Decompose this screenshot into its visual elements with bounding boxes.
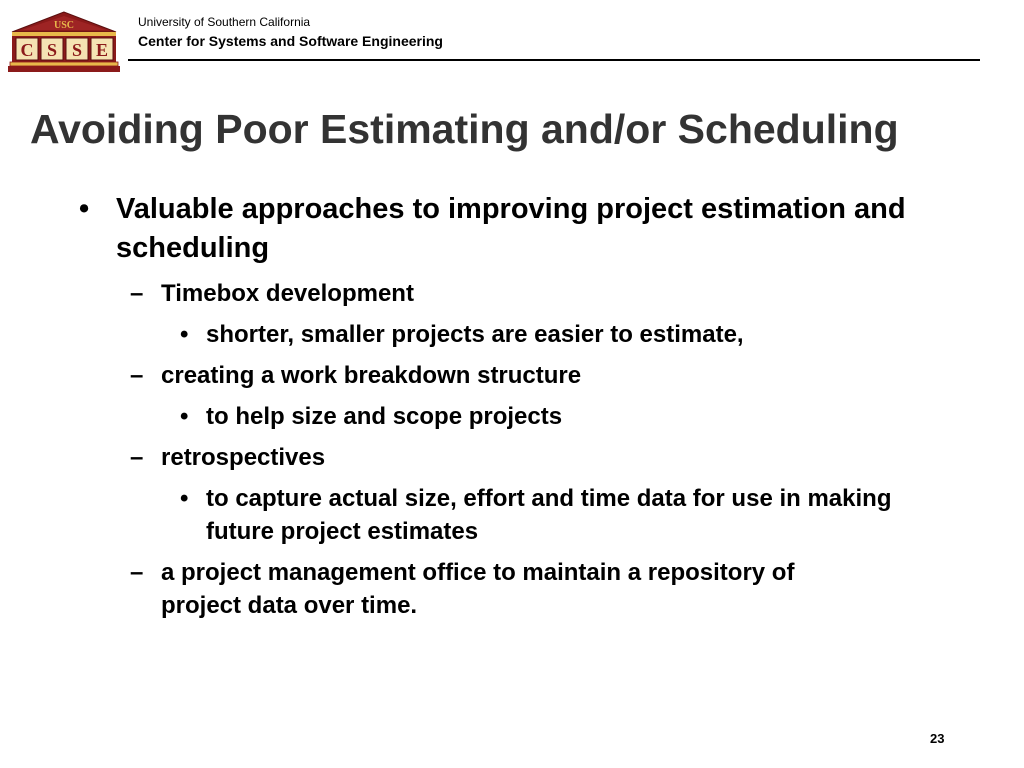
logo-letter-s1: S	[46, 40, 58, 60]
sub-bullet-text: creating a work breakdown structure	[161, 362, 582, 389]
sub-bullet-retrospectives	[76, 441, 861, 474]
logo-letter-e: E	[95, 40, 109, 60]
sub-sub-bullet-estimate	[76, 318, 926, 351]
sub-sub-bullet-text: to capture actual size, effort and time data for use in making future project estimates	[206, 485, 892, 545]
logo-letter-s2: S	[71, 40, 83, 60]
dash-marker: –	[130, 444, 144, 471]
bullet-marker: •	[180, 321, 189, 348]
university-name: University of Southern California	[138, 15, 311, 29]
sub-bullet-text: a project management office to maintain a repository of project data over time.	[161, 559, 795, 619]
sub-bullet-pmo	[76, 556, 861, 622]
sub-sub-bullet-size	[76, 400, 926, 433]
header-divider	[128, 59, 980, 61]
bullet-marker: •	[180, 485, 189, 512]
csse-logo	[8, 10, 120, 74]
slide-title: Avoiding Poor Estimating and/or Scheduling	[30, 106, 899, 152]
dash-marker: –	[130, 280, 144, 307]
sub-sub-bullet-text: to help size and scope projects	[206, 403, 563, 430]
sub-bullet-wbs	[76, 359, 861, 392]
sub-bullet-timebox	[76, 277, 861, 310]
page-number: 23	[930, 731, 945, 746]
sub-bullet-text: retrospectives	[161, 444, 326, 471]
sub-sub-bullet-capture	[76, 482, 926, 548]
header	[138, 14, 443, 51]
sub-sub-bullet-text: shorter, smaller projects are easier to estimate,	[206, 321, 744, 348]
slide-content	[76, 190, 996, 622]
bullet-marker: •	[79, 193, 90, 225]
bullet-marker: •	[180, 403, 189, 430]
logo-usc-text: USC	[53, 20, 75, 31]
dash-marker: –	[130, 559, 144, 586]
sub-bullet-text: Timebox development	[161, 280, 414, 307]
center-name: Center for Systems and Software Engineering	[138, 33, 443, 49]
main-bullet	[76, 190, 996, 268]
logo-letter-c: C	[20, 40, 34, 60]
dash-marker: –	[130, 362, 144, 389]
main-bullet-text: Valuable approaches to improving project estimation and scheduling	[116, 193, 906, 264]
